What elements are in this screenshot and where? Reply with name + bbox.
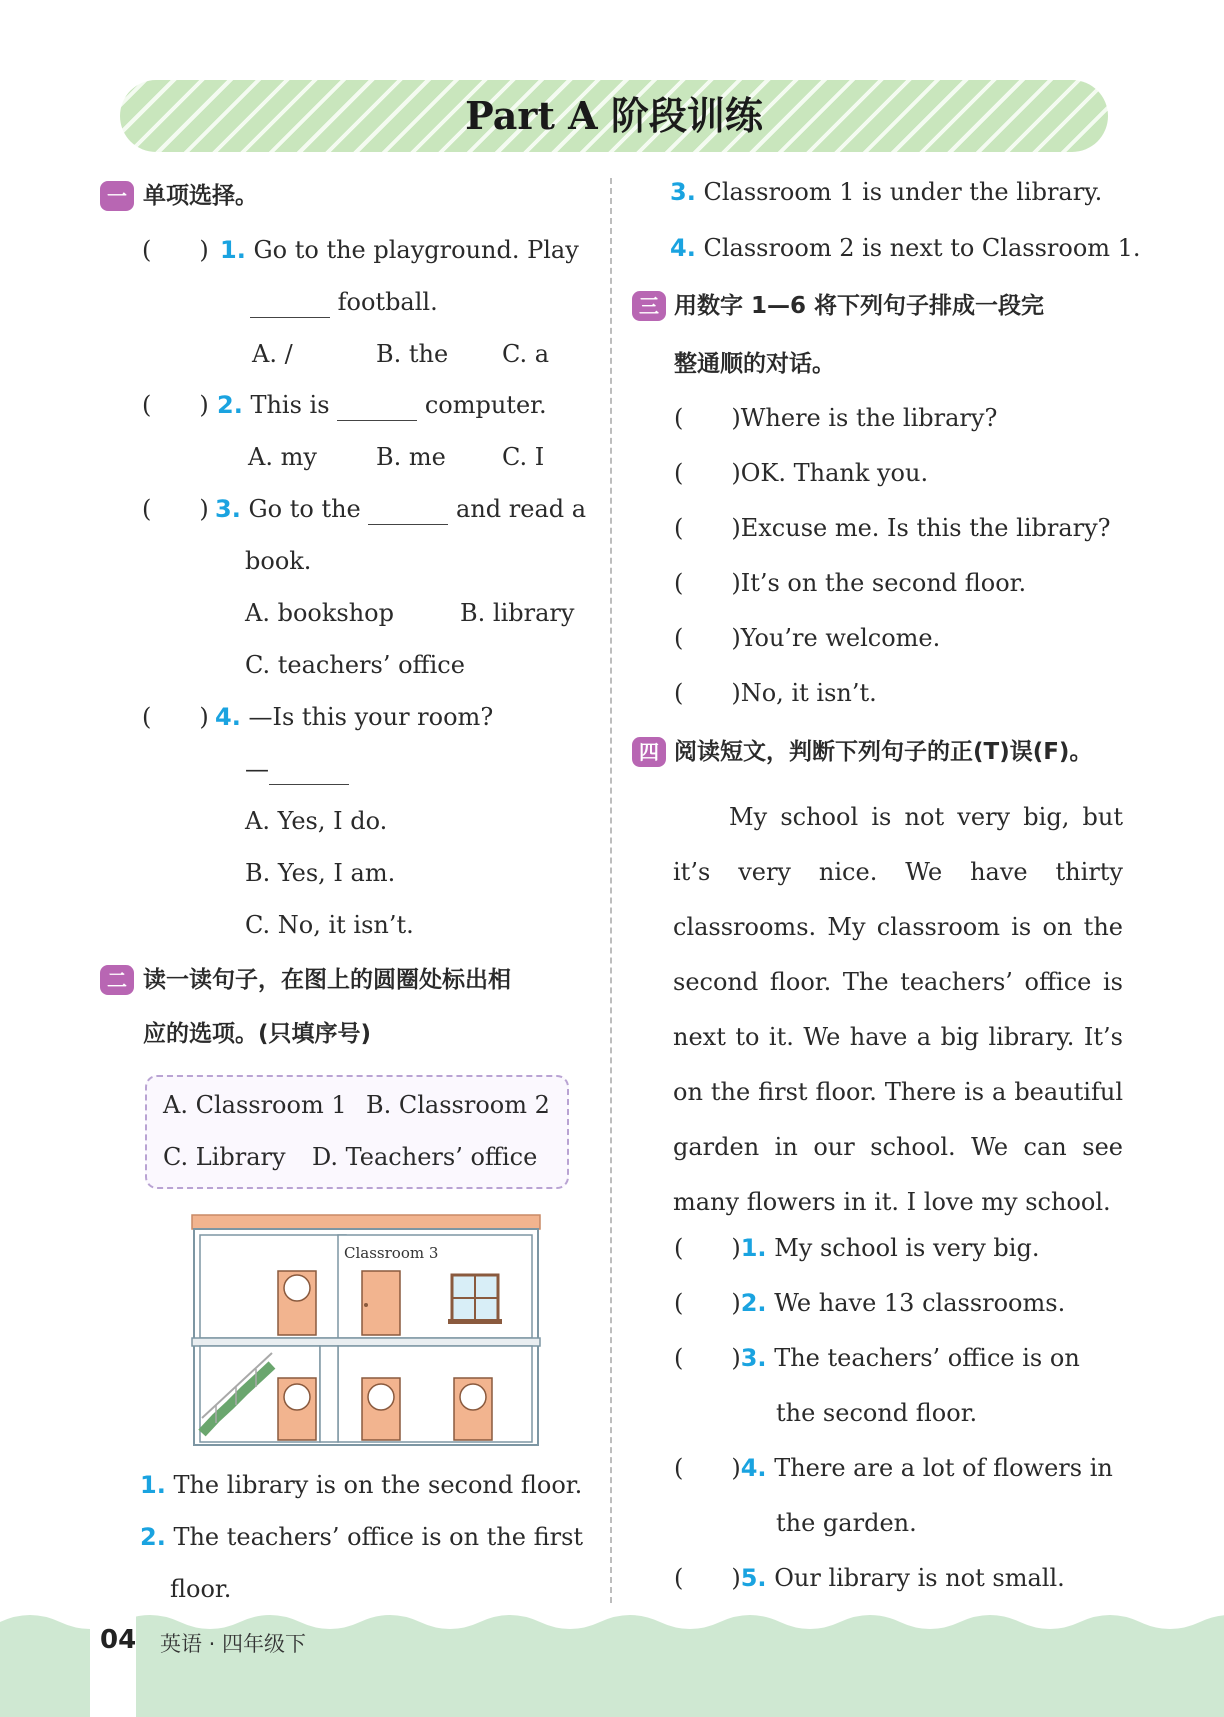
item-text: We have 13 classrooms. <box>774 1289 1066 1317</box>
option: A. / <box>252 340 293 368</box>
section3-title-line1: 用数字 1—6 将下列句子排成一段完 <box>674 293 1045 319</box>
label-circle[interactable] <box>460 1384 486 1410</box>
title-banner <box>120 80 1108 152</box>
item-text: Our library is not small. <box>774 1564 1065 1592</box>
option: B. Classroom 2 <box>366 1091 550 1119</box>
question-number: 4. <box>215 703 241 731</box>
fill-blank[interactable] <box>337 394 417 421</box>
question-4 <box>215 701 493 733</box>
item-number: 3. <box>740 1344 767 1372</box>
judge-item-4 <box>674 1452 1113 1484</box>
answer-paren[interactable]: ( ) <box>674 514 741 542</box>
answer-paren[interactable]: ( ) <box>674 459 741 487</box>
option: C. I <box>502 443 545 471</box>
question-2 <box>217 389 547 421</box>
label-circle[interactable] <box>368 1384 394 1410</box>
question-stem: computer. <box>424 391 547 419</box>
section1-badge: 一 <box>100 181 134 211</box>
school-building-illustration <box>186 1213 546 1448</box>
question-stem: — <box>245 755 269 783</box>
question-number: 1. <box>220 236 246 264</box>
option: A. Yes, I do. <box>245 807 388 835</box>
judge-item-5 <box>674 1562 1065 1594</box>
option: C. No, it isn’t. <box>245 911 414 939</box>
classroom-3-label: Classroom 3 <box>344 1244 439 1262</box>
answer-paren[interactable]: ( ) <box>674 1564 741 1592</box>
dialog-text: You’re welcome. <box>740 624 941 652</box>
reading-passage <box>673 790 1123 1230</box>
sentence-4 <box>670 232 1141 264</box>
sentence-text: floor. <box>170 1575 232 1603</box>
sentence-1 <box>140 1469 582 1501</box>
sentence-number: 3. <box>670 178 696 206</box>
dialog-line-5 <box>674 622 940 654</box>
option: C. teachers’ office <box>245 651 465 679</box>
option: A. bookshop <box>245 599 394 627</box>
question-1 <box>220 234 579 266</box>
option: B. the <box>376 340 449 368</box>
question-stem: Go to the playground. Play <box>253 236 579 264</box>
dialog-text: No, it isn’t. <box>740 679 877 707</box>
answer-paren[interactable]: ( ) <box>142 391 209 419</box>
option: D. Teachers’ office <box>312 1143 538 1171</box>
sentence-number: 1. <box>140 1471 166 1499</box>
footer-band <box>0 1608 1224 1717</box>
item-text: My school is very big. <box>774 1234 1040 1262</box>
answer-paren[interactable]: ( ) <box>142 495 209 523</box>
passage-text: My school is not very big, but it’s very nice. We have thirty classrooms. My classroom is on the second floor. The teachers’ office is next to it. We have a big library. It’s on the first floor. There is a beautiful garden in our school. We can see many flowers in it. I love my school. <box>673 803 1123 1216</box>
answer-paren[interactable]: ( ) <box>674 1289 741 1317</box>
item-number: 4. <box>740 1454 767 1482</box>
answer-paren[interactable]: ( ) <box>674 1454 741 1482</box>
sentence-number: 4. <box>670 234 696 262</box>
column-divider <box>610 178 612 1603</box>
answer-paren[interactable]: ( ) <box>674 569 741 597</box>
dialog-line-1 <box>674 402 997 434</box>
sentence-text: The teachers’ office is on the first <box>173 1523 584 1551</box>
dialog-line-2 <box>674 457 928 489</box>
answer-paren[interactable]: ( ) <box>674 1344 741 1372</box>
dialog-line-3 <box>674 512 1111 544</box>
option: B. Yes, I am. <box>245 859 396 887</box>
dialog-line-6 <box>674 677 877 709</box>
sentence-text: Classroom 1 is under the library. <box>703 178 1103 206</box>
question-stem: This is <box>250 391 330 419</box>
judge-item-2 <box>674 1287 1065 1319</box>
question-4-answer-line <box>245 753 349 785</box>
option: C. Library <box>163 1143 286 1171</box>
item-text: the second floor. <box>776 1399 978 1427</box>
dialog-line-4 <box>674 567 1026 599</box>
answer-paren[interactable]: ( ) <box>674 624 741 652</box>
question-stem: Go to the <box>248 495 361 523</box>
question-stem: book. <box>245 547 312 575</box>
fill-blank[interactable] <box>250 291 330 318</box>
question-number: 2. <box>217 391 243 419</box>
item-text: The teachers’ office is on <box>774 1344 1080 1372</box>
answer-paren[interactable]: ( ) <box>674 1234 741 1262</box>
item-text: There are a lot of flowers in <box>774 1454 1113 1482</box>
section3-title-line2: 整通顺的对话。 <box>674 351 835 377</box>
section3-badge: 三 <box>632 291 666 321</box>
answer-paren[interactable]: ( ) <box>142 236 209 264</box>
fill-blank[interactable] <box>269 758 349 785</box>
book-title: 英语 · 四年级下 <box>160 1632 307 1656</box>
answer-paren[interactable]: ( ) <box>674 404 741 432</box>
sentence-text: Classroom 2 is next to Classroom 1. <box>703 234 1141 262</box>
answer-paren[interactable]: ( ) <box>674 679 741 707</box>
sentence-text: The library is on the second floor. <box>173 1471 583 1499</box>
section2-title-line2: 应的选项。(只填序号) <box>143 1021 372 1047</box>
question-3 <box>215 493 586 525</box>
question-1-line2 <box>250 286 438 318</box>
section4-badge: 四 <box>632 737 666 767</box>
section2-badge: 二 <box>100 965 134 995</box>
item-number: 5. <box>740 1564 767 1592</box>
option: A. Classroom 1 <box>163 1091 347 1119</box>
page-title: Part A 阶段训练 <box>465 93 763 138</box>
dialog-text: It’s on the second floor. <box>740 569 1027 597</box>
option: C. a <box>502 340 550 368</box>
question-number: 3. <box>215 495 241 523</box>
section1-title: 单项选择。 <box>143 183 258 209</box>
section2-title-line1: 读一读句子，在图上的圆圈处标出相 <box>143 967 511 993</box>
dialog-text: Excuse me. Is this the library? <box>740 514 1111 542</box>
dialog-text: OK. Thank you. <box>740 459 929 487</box>
question-stem: and read a <box>456 495 587 523</box>
dialog-text: Where is the library? <box>740 404 998 432</box>
question-stem: —Is this your room? <box>248 703 494 731</box>
label-circle[interactable] <box>284 1275 310 1301</box>
item-number: 1. <box>740 1234 767 1262</box>
label-circle[interactable] <box>284 1384 310 1410</box>
item-text: the garden. <box>776 1509 917 1537</box>
sentence-3 <box>670 176 1102 208</box>
judge-item-3 <box>674 1342 1080 1374</box>
item-number: 2. <box>740 1289 767 1317</box>
fill-blank[interactable] <box>368 498 448 525</box>
question-stem: football. <box>337 288 438 316</box>
section4-title: 阅读短文，判断下列句子的正(T)误(F)。 <box>674 739 1093 765</box>
option: B. library <box>460 599 575 627</box>
option: A. my <box>248 443 317 471</box>
answer-paren[interactable]: ( ) <box>142 703 209 731</box>
sentence-number: 2. <box>140 1523 166 1551</box>
option: B. me <box>376 443 446 471</box>
sentence-2 <box>140 1521 583 1553</box>
page-number: 04 <box>100 1625 137 1655</box>
judge-item-1 <box>674 1232 1039 1264</box>
